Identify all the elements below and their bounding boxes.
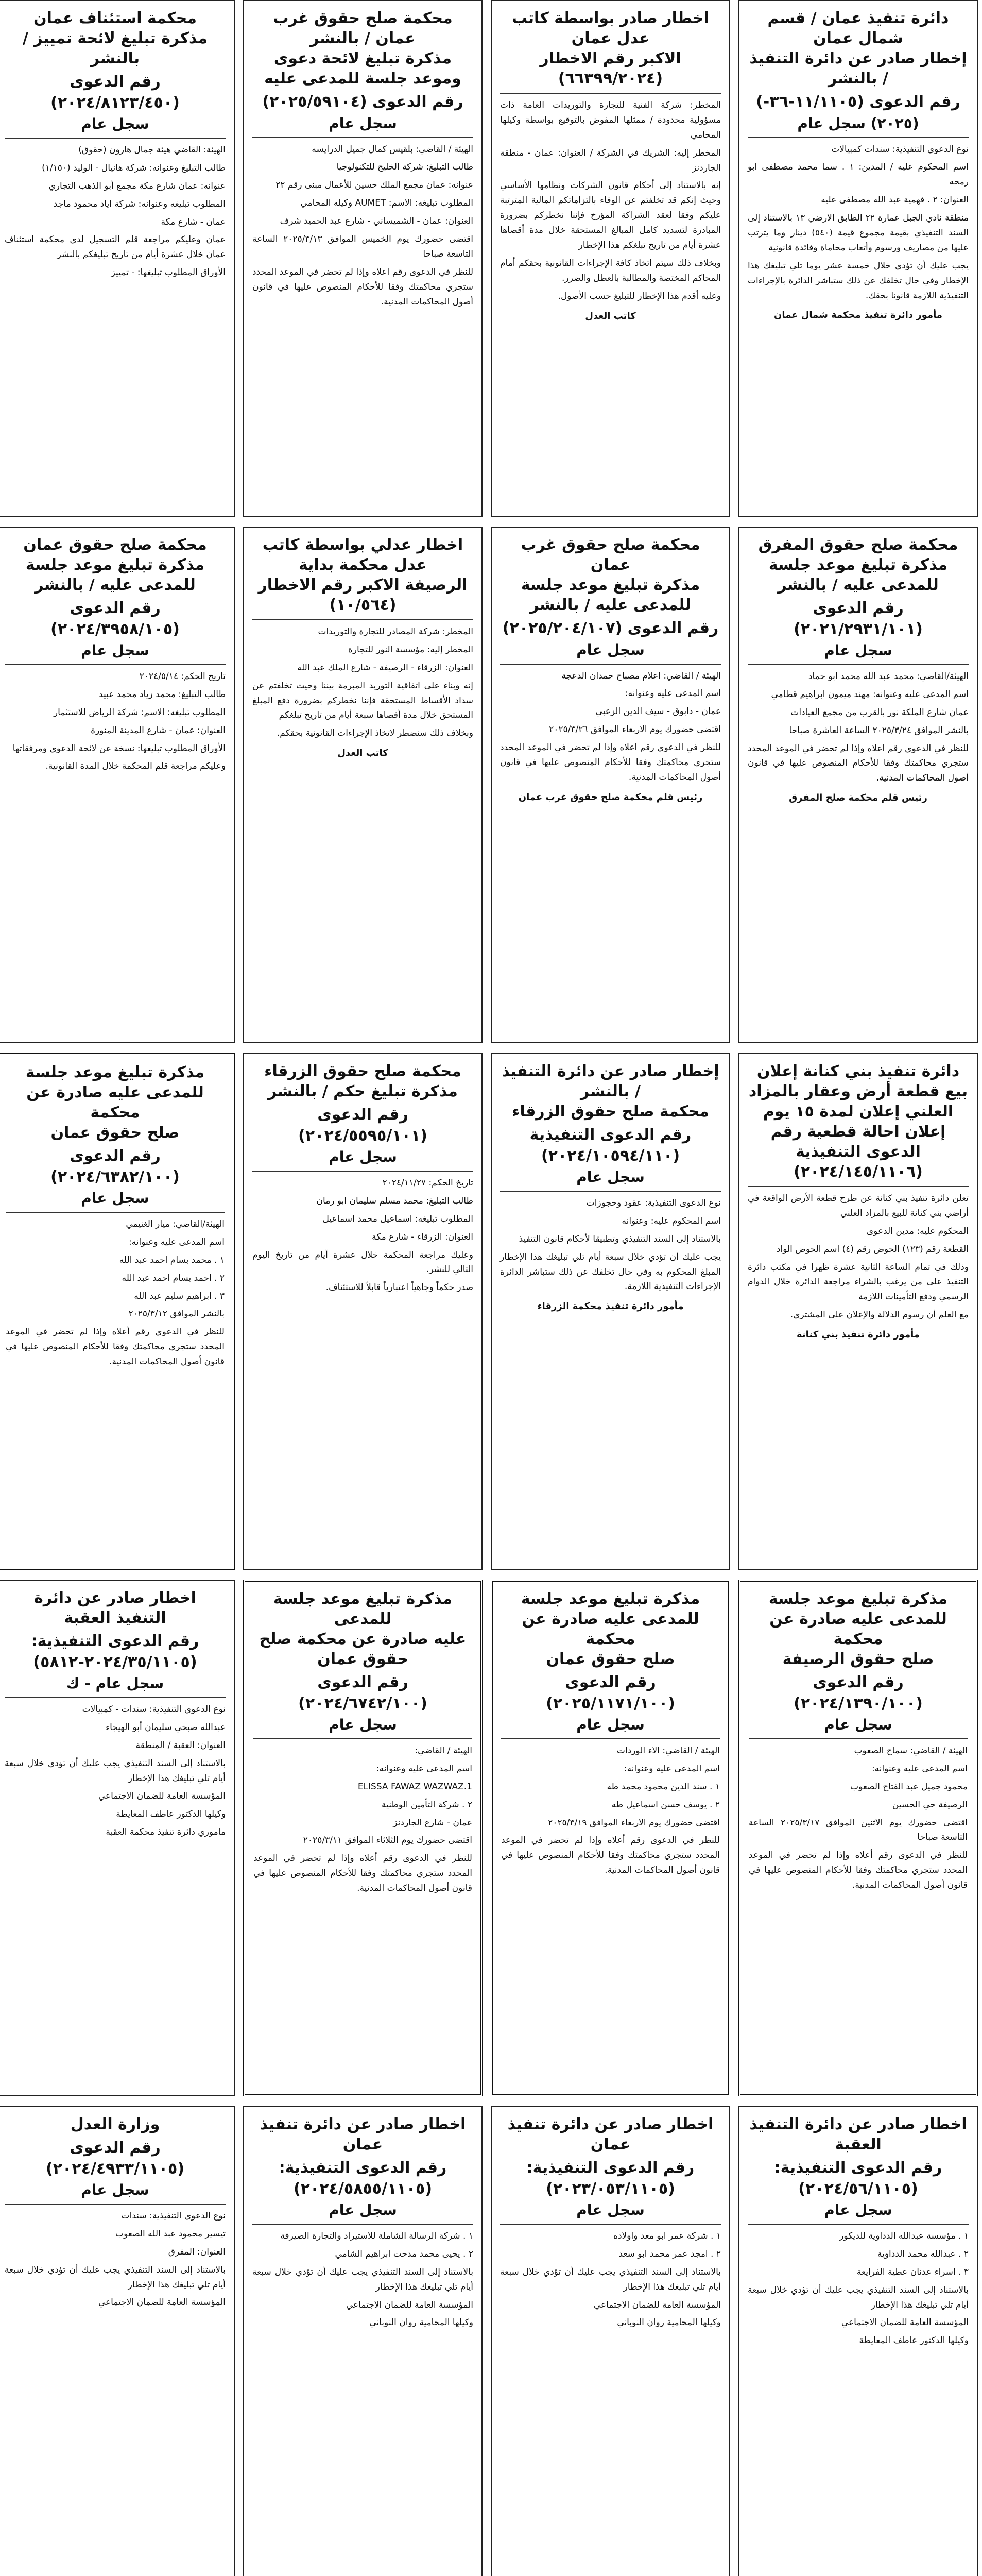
case-number: رقم الدعوى (٢٠٢٤/٦٣٨٢/١٠٠) xyxy=(50,1147,180,1186)
notice-paragraph: للنظر في الدعوى رقم أعلاه وإذا لم تحضر في الموعد المحدد ستجري محاكمتك وفقا للأحكام المنصوص عليها في قانون أصول المحاكمات المدنية. xyxy=(6,1327,225,1367)
notice-paragraph: تاريخ الحكم: ٢٠٢٤/١١/٢٧ xyxy=(382,1178,473,1188)
notice-paragraph: الهيئة: القاضي هيئة جمال هارون (حقوق) xyxy=(78,145,226,155)
registry-label: سجل عام xyxy=(329,1716,397,1733)
notice-header-line: عمان xyxy=(590,2136,631,2154)
notice-paragraph: طالب التبليغ: شركة الخليج للتكنولوجيا xyxy=(336,162,473,173)
notice-paragraph: 1.ELISSA FAWAZ WAZWAZ xyxy=(357,1781,472,1792)
notice-paragraph: طالب التبليغ وعنوانه: شركة هانيال - الوليد (١/١٥٠) xyxy=(42,162,226,173)
notice-paragraph: اقتضى حضورك يوم الاربعاء الموافق ٢٠٢٥/٣/١٩ xyxy=(548,1817,720,1828)
notice-paragraph: الهيئة/القاضي: محمد عبد الله محمد ابو حماد xyxy=(808,671,969,682)
notice-header-line: مذكرة تبليغ موعد جلسة للمدعى عليه / بالنشر xyxy=(768,556,948,594)
notice-header-line: عمان xyxy=(342,2136,383,2154)
divider xyxy=(749,1738,968,1739)
notice-paragraph: المحكوم عليه: مدين الدعوى xyxy=(866,1226,969,1236)
notice-header-line: عليه صادرة عن محكمة صلح xyxy=(259,1630,467,1648)
registry-label: سجل عام xyxy=(329,114,397,132)
notice-header-line: مذكرة تبليغ موعد جلسة للمدعى xyxy=(273,1590,453,1628)
notice-header-line: دائرة تنفيذ بني كنانة إعلان بيع قطعة أرض وعقار بالمزاد العلني إعلان لمدة ١٥ يوم xyxy=(748,1062,968,1121)
case-number: رقم الدعوى التنفيذية: (٢٠٢٤/٣٥/١١٠٥-٥٨١٢) xyxy=(31,1632,199,1671)
notice-paragraph: المخطر إليه: الشريك في الشركة / العنوان: عمان - منطقة الجاردنز xyxy=(500,147,721,173)
notice-paragraph: ماموري دائرة تنفيذ محكمة العقبة xyxy=(106,1827,226,1838)
notice-header-line: اخطار عدلي بواسطة كاتب عدل محكمة بداية xyxy=(262,536,463,574)
notice-header xyxy=(252,1061,473,1101)
notice-header xyxy=(6,1062,225,1143)
case-number: رقم الدعوى التنفيذية (٢٠٢٤/١٠٥٩٤/١١٠) xyxy=(529,1126,692,1165)
notice-paragraph: عمان - شارع مكة xyxy=(161,216,226,227)
notice-paragraph: المؤسسة العامة للضمان الاجتماعي xyxy=(841,2317,969,2328)
divider xyxy=(748,2224,969,2225)
notice-body xyxy=(749,1743,968,1893)
divider xyxy=(252,619,473,620)
notice-paragraph: وعليكم مراجعة قلم المحكمة خلال المدة القانونية. xyxy=(45,761,226,772)
notice-paragraph: محمود جميل عبد الفتاح الصعوب xyxy=(850,1781,968,1792)
notice-header-line: محكمة استئناف عمان xyxy=(33,9,197,27)
divider xyxy=(500,2224,721,2225)
case-number: رقم الدعوى (٢٠٢١/٢٩٣١/١٠١) xyxy=(794,599,923,638)
notice-paragraph: عبدالله صبحي سليمان أبو الهيجاء xyxy=(106,1722,226,1733)
notice-paragraph: وكيلها الدكتور عاطف المعايطة xyxy=(859,2335,969,2346)
notice-paragraph: للنظر في الدعوى رقم أعلاه وإذا لم تحضر في الموعد المحدد ستجري محاكمتك وفقا للأحكام المنصوص عليها في قانون أصول المحاكمات المدنية. xyxy=(501,1835,720,1876)
notice-paragraph: الأوراق المطلوب تبليغها: نسخة عن لائحة الدعوى ومرفقاتها xyxy=(12,743,226,754)
notice-paragraph: المؤسسة العامة للضمان الاجتماعي xyxy=(98,1791,226,1802)
registry-label: سجل عام xyxy=(824,1716,892,1733)
registry-label: سجل عام xyxy=(81,115,149,132)
divider xyxy=(500,664,721,665)
notice-paragraph: وبخلاف ذلك سنضطر لاتخاذ الإجراءات القانونية بحقكم. xyxy=(277,728,473,739)
notice-paragraph: تعلن دائرة تنفيذ بني كنانة عن طرح قطعة الأرض الواقعة في أراضي بني كنانة للبيع بالمزاد العلني xyxy=(748,1193,969,1218)
notice-body xyxy=(5,2209,226,2310)
notice-paragraph: اسم المدعى عليه وعنوانه: xyxy=(625,688,721,699)
case-number: رقم الدعوى (٢٠٢٤/٥٥٩٥/١٠١) xyxy=(298,1106,427,1145)
notice-paragraph: اسم المحكوم عليه: وعنوانه xyxy=(622,1215,721,1226)
case-number: رقم الدعوى (٢٠٢٥/٥٩١٠٤) xyxy=(262,93,463,111)
notice-paragraph: يجب عليك أن تؤدي خلال خمسة عشر يوما تلي تبليغك هذا الإخطار وفي حال تخلفك عن ذلك ستباشر الدائرة بالإجراءات التنفيذية اللازمة قانونا بحقك. xyxy=(748,260,969,301)
notice-paragraph: طالب التبليغ: محمد مسلم سليمان ابو رمان xyxy=(316,1195,473,1206)
notice-header-line: اخطار صادر عن دائرة xyxy=(34,1589,196,1607)
notice-paragraph: يجب عليك أن تؤدي خلال سبعة أيام تلي تبليغك هذا الإخطار المبلغ المحكوم به وفي حال تخلفك عن ذلك ستباشر الدائرة الإجراءات التنفيذية اللازمة. xyxy=(500,1251,721,1292)
notice-paragraph: المخطر: شركة الفنية للتجارة والتوريدات العامة ذات مسؤولية محدودة / ممثلها المفوض بالتوقيع بواسطة وكيلها المحامي xyxy=(500,100,721,140)
notice-paragraph: عمان - شارع الجاردنز xyxy=(393,1817,472,1828)
notice-paragraph: عمان - دابوق - سيف الدين الزعبي xyxy=(595,706,721,717)
notice-header-line: اخطار صادر عن دائرة تنفيذ xyxy=(260,2115,466,2133)
registry-label: سجل عام xyxy=(576,641,645,658)
legal-notice xyxy=(491,527,730,1043)
notice-header xyxy=(748,8,969,89)
notice-header xyxy=(5,8,226,69)
notice-body xyxy=(748,669,969,786)
notice-paragraph: المؤسسة العامة للضمان الاجتماعي xyxy=(593,2299,721,2310)
notice-paragraph: اسم المدعى عليه وعنوانه: xyxy=(376,1763,472,1774)
notice-paragraph: للنظر في الدعوى رقم اعلاه وإذا لم تحضر في الموعد المحدد ستجري محاكمتك وفقا للأحكام المنصوص عليها في قانون أصول المحاكمات المدنية. xyxy=(748,743,969,784)
case-number: رقم الدعوى (٢٠٢٤/٦٧٤٢/١٠٠) xyxy=(298,1673,427,1713)
notice-paragraph: ١ . سند الدين محمود محمد طه xyxy=(607,1781,720,1792)
notice-paragraph: العنوان: عمان - الشميساني - شارع عبد الحميد شرف xyxy=(280,216,473,227)
notice-body xyxy=(500,98,721,304)
notice-paragraph: ١ . محمد بسام احمد عبد الله xyxy=(119,1255,225,1265)
registry-label: سجل عام xyxy=(81,1190,149,1207)
notice-paragraph: نوع الدعوى التنفيذية: سندات كمبيالات xyxy=(831,144,969,155)
notice-paragraph: الهيئة / القاضي: الاء الوردات xyxy=(616,1745,720,1756)
notice-paragraph: ٢ . يحيى محمد مدحت ابراهيم الشامي xyxy=(335,2248,473,2259)
registry-label: سجل عام xyxy=(329,1148,397,1165)
notice-header-line: للمدعى عليه صادرة عن محكمة xyxy=(769,1610,947,1648)
divider xyxy=(252,1171,473,1172)
case-number: رقم الدعوى (٢٠٢٤/٨١٢٣/٤٥٠) xyxy=(50,73,180,112)
notice-paragraph: العنوان: الزرقاء - شارع مكة xyxy=(372,1231,473,1242)
notice-header xyxy=(748,535,969,595)
notice-header xyxy=(748,2114,969,2155)
notice-paragraph: ٢ . امجد عمر محمد ابو سعد xyxy=(618,2248,721,2259)
legal-notice xyxy=(0,1580,235,2096)
notice-header xyxy=(252,535,473,615)
notice-body xyxy=(500,669,721,785)
registry-label: سجل عام xyxy=(576,2201,645,2218)
notice-paragraph: القطعة رقم (١٢٣) الحوض رقم (٤) اسم الحوض الواد xyxy=(776,1244,969,1255)
notice-paragraph: بالاستناد إلى السند التنفيذي يجب عليك أن تؤدي خلال سبعة أيام تلي تبليغك هذا الإخطار xyxy=(5,2264,226,2290)
case-number: رقم الدعوى (٢٠٢٤/٣٩٥٨/١٠٥) xyxy=(50,599,180,638)
notice-paragraph: الهيئة / القاضي: اعلام مصباح حمدان الدعجة xyxy=(561,670,721,681)
notice-paragraph: بالاستناد إلى السند التنفيذي يجب عليك أن تؤدي خلال سبعة أيام تلي تبليغك هذا الإخطار xyxy=(252,2266,473,2292)
notice-paragraph: المخطر إليه: مؤسسة النور للتجارة xyxy=(348,644,473,655)
legal-notice xyxy=(243,527,483,1043)
notice-paragraph: وكيلها الدكتور عاطف المعايطة xyxy=(116,1809,226,1820)
registry-label: سجل عام xyxy=(824,2201,892,2218)
case-number: رقم الدعوى التنفيذية: (٢٠٢٣/٠٥٣/١١٠٥) xyxy=(526,2159,695,2198)
notice-header-line: مذكرة تبليغ موعد جلسة للمدعى عليه / بالنشر xyxy=(521,576,700,614)
notice-paragraph: ١ . مؤسسة عبدالله الدداوية للديكور xyxy=(839,2231,969,2241)
notice-header-line: للمدعى عليه صادرة عن محكمة xyxy=(522,1610,699,1648)
notice-header-line: محكمة صلح حقوق غرب عمان / بالنشر xyxy=(273,9,453,47)
notice-paragraph: للنظر في الدعوى رقم اعلاه وإذا لم تحضر في الموعد المحدد ستجري محاكمتك وفقا للأحكام المنصوص عليها في قانون أصول المحاكمات المدنية. xyxy=(500,742,721,783)
notice-paragraph: العنوان: العقبة / المنطقة xyxy=(135,1740,226,1751)
notice-paragraph: للنظر في الدعوى رقم اعلاه وإذا لم تحضر في الموعد المحدد ستجري محاكمتك وفقا للأحكام المنصوص عليها في قانون أصول المحاكمات المدنية. xyxy=(252,266,473,307)
notice-paragraph: بالنشر الموافق ٢٠٢٥/٣/١٢ xyxy=(128,1309,225,1319)
notice-paragraph: عمان شارع الملكة نور بالقرب من مجمع العيادات xyxy=(790,707,969,718)
legal-notice xyxy=(0,2106,235,2576)
notice-signature: رئيس قلم محكمة صلح حقوق غرب عمان xyxy=(518,791,703,803)
legal-notice xyxy=(243,1053,483,1570)
notice-header-line: مذكرة تبليغ لائحة دعوى وموعد جلسة للمدعى عليه xyxy=(264,49,461,88)
notice-header xyxy=(500,535,721,615)
divider xyxy=(501,1738,720,1739)
notice-paragraph: المؤسسة العامة للضمان الاجتماعي xyxy=(98,2297,226,2308)
notice-header-line: اخطار صادر بواسطة كاتب عدل عمان xyxy=(512,9,709,47)
notice-paragraph: تيسير محمود عبد الله الصعوب xyxy=(115,2228,226,2239)
notice-paragraph: عمان وعليكم مراجعة قلم التسجيل لدى محكمة استئناف عمان خلال عشرة أيام من تاريخ تبليغكم بالنشر xyxy=(5,234,226,260)
notice-header-line: صلح حقوق عمان xyxy=(50,1124,180,1142)
notice-paragraph: منطقة نادي الجبل عمارة ٢٢ الطابق الارضي ١٣ بالاستناد إلى السند التنفيذي بقيمة مجموع قيمة (٥٤٠) دينار وما يترتب عليها من مصاريف ورسوم وأتعاب محاماة وفائدة قانونية xyxy=(748,213,969,253)
notice-paragraph: بالاستناد إلى السند التنفيذي يجب عليك أن تؤدي خلال سبعة أيام تلي تبليغك هذا الإخطار xyxy=(5,1758,226,1784)
notice-header xyxy=(500,2114,721,2155)
notice-paragraph: المطلوب تبليغه: اسماعيل محمد اسماعيل xyxy=(322,1213,473,1224)
notice-paragraph: وذلك في تمام الساعة الثانية عشرة ظهرا في مكتب دائرة التنفيذ على من يرغب بالشراء مراجعة الدائرة خلال الدوام الرسمي ودفع التأمينات اللازمة xyxy=(748,1262,969,1302)
divider xyxy=(252,137,473,138)
notice-header-line: محكمة صلح حقوق المفرق xyxy=(758,536,958,554)
notice-header-line: اخطار صادر عن دائرة تنفيذ xyxy=(507,2115,714,2133)
legal-notice xyxy=(243,2106,483,2576)
notice-paragraph: الهيئة / القاضي: بلقيس كمال جميل الدرايسه xyxy=(312,144,473,155)
notice-paragraph: اقتضى حضورك يوم الاربعاء الموافق ٢٠٢٥/٣/٢٦ xyxy=(549,724,721,735)
notice-paragraph: ٢ . عبدالله محمد الدداوية xyxy=(877,2248,969,2259)
notice-body xyxy=(748,2229,969,2348)
case-number: رقم الدعوى (١١/١١٠٥-٣٦-) xyxy=(756,93,960,111)
legal-notice xyxy=(243,0,483,517)
notice-header xyxy=(5,1588,226,1628)
notice-header-line: صلح حقوق الرصيفة xyxy=(782,1650,934,1668)
notice-header-line: إخطار صادر عن دائرة التنفيذ / بالنشر xyxy=(749,49,967,88)
notice-header-line: الرصيفة الاكبر رقم الاخطار (١٠/٥٦٤) xyxy=(258,576,468,614)
notice-body xyxy=(5,669,226,774)
notice-paragraph: للنظر في الدعوى رقم أعلاه وإذا لم تحضر في الموعد المحدد ستجري محاكمتك وفقا للأحكام المنصوص عليها في قانون أصول المحاكمات المدنية. xyxy=(749,1850,968,1891)
notice-header xyxy=(252,8,473,89)
notice-header-line: حقوق عمان xyxy=(317,1650,408,1668)
notice-paragraph: بالنشر الموافق ٢٠٢٥/٣/٢٤ الساعة العاشرة صباحا xyxy=(789,725,969,736)
notice-paragraph: اقتضى حضورك يوم الثلاثاء الموافق ٢٠٢٥/٣/١١ xyxy=(303,1835,472,1846)
notice-header-line: محكمة صلح حقوق الزرقاء xyxy=(512,1103,709,1121)
notice-body xyxy=(748,1191,969,1323)
notice-paragraph: الهيئة / القاضي: xyxy=(415,1745,472,1756)
notice-body xyxy=(252,142,473,310)
case-number: رقم الدعوى التنفيذية: (٢٠٢٤/٥٨٥٥/١١٠٥) xyxy=(279,2159,447,2198)
notice-header xyxy=(5,2114,226,2134)
notice-body xyxy=(253,1743,472,1896)
legal-notice xyxy=(738,1053,978,1570)
notice-paragraph: اسم المدعى عليه وعنوانه: مهند ميمون ابراهيم قطامي xyxy=(771,689,969,700)
notice-header-line: إخطار صادر عن دائرة التنفيذ / بالنشر xyxy=(502,1062,719,1100)
notice-paragraph: بالاستناد إلى السند التنفيذي وتطبيقا لأحكام قانون التنفيذ xyxy=(519,1233,721,1244)
legal-notice xyxy=(0,1053,235,1570)
notice-header-line: مذكرة تبليغ موعد جلسة xyxy=(521,1590,700,1608)
notice-header-line: دائرة تنفيذ عمان / قسم شمال عمان xyxy=(767,9,949,47)
notice-header-line: مذكرة تبليغ موعد جلسة xyxy=(768,1590,948,1608)
notice-header-line: مذكرة تبليغ حكم / بالنشر xyxy=(268,1082,458,1100)
divider xyxy=(500,1191,721,1192)
legal-notice xyxy=(491,1580,730,2096)
notice-header xyxy=(500,1061,721,1122)
registry-label: سجل عام xyxy=(824,642,892,659)
notice-header xyxy=(5,535,226,595)
divider xyxy=(5,1697,226,1698)
notice-paragraph: ١ . شركة الرسالة الشاملة للاستيراد والتجارة الصيرفة xyxy=(280,2231,473,2241)
notice-body xyxy=(5,1702,226,1840)
legal-notice xyxy=(491,0,730,517)
notice-paragraph: إنه وبناء على اتفاقية التوريد المبرمة بيننا وحيث تخلفتم عن سداد الأقساط المستحقة فإننا نخطركم بضرورة دفع المبلغ المستحق خلال مدة أقصاها سبعة أيام من تاريخ تبلغكم xyxy=(252,680,473,721)
notice-paragraph: نوع الدعوى التنفيذية: عقود وحجوزات xyxy=(586,1198,721,1208)
notice-paragraph: اسم المدعى عليه وعنوانه: xyxy=(624,1763,720,1774)
notice-body xyxy=(5,143,226,280)
notice-paragraph: اقتضى حضورك يوم الخميس الموافق ٢٠٢٥/٣/١٣ الساعة التاسعة صباحا xyxy=(252,233,473,259)
notice-paragraph: تاريخ الحكم: ٢٠٢٤/٥/١٤ xyxy=(139,671,226,682)
notice-paragraph: نوع الدعوى التنفيذية: سندات - كمبيالات xyxy=(82,1704,226,1715)
notice-signature: مأمور دائرة تنفيذ بني كنانة xyxy=(796,1329,920,1341)
notice-paragraph: اسم المدعى عليه وعنوانه: xyxy=(128,1236,225,1247)
divider xyxy=(6,1212,225,1213)
notice-body xyxy=(252,1176,473,1295)
divider xyxy=(5,138,226,139)
divider xyxy=(748,664,969,665)
notice-paragraph: ٢ . احمد بسام احمد عبد الله xyxy=(122,1273,225,1283)
notice-paragraph: وكيلها المحامية روان النوباني xyxy=(369,2317,473,2328)
notice-body xyxy=(500,1196,721,1294)
registry-label: سجل عام xyxy=(81,2181,149,2198)
notice-header xyxy=(253,1589,472,1669)
notice-paragraph: اسم المحكوم عليه / المدين: ١ . سما محمد مصطفى ابو رمحه xyxy=(748,162,969,188)
notice-paragraph: وكيلها المحامية روان النوباني xyxy=(617,2317,721,2328)
notice-paragraph: مع العلم أن رسوم الدلالة والإعلان على المشتري. xyxy=(790,1310,969,1320)
notice-paragraph: المخطر: شركة المصادر للتجارة والتوريدات xyxy=(318,626,473,637)
notice-header xyxy=(252,2114,473,2155)
notice-header xyxy=(748,1061,969,1182)
notice-paragraph: العنوان: الزرقاء - الرصيفة - شارع الملك عبد الله xyxy=(297,662,473,673)
notice-header-line: للمدعى عليه صادرة عن محكمة xyxy=(26,1083,204,1122)
notice-paragraph: وعليك مراجعة المحكمة خلال عشرة أيام من تاريخ اليوم التالي للنشر. xyxy=(252,1249,473,1275)
notice-paragraph: المطلوب تبليغه: الاسم: شركة الرياض للاستثمار xyxy=(53,707,226,718)
notice-paragraph: العنوان: عمان - شارع المدينة المنورة xyxy=(91,725,226,736)
notice-paragraph: العنوان: المفرق xyxy=(168,2246,226,2257)
notice-paragraph: وعليه أقدم هذا الإخطار للتبليغ حسب الأصول. xyxy=(558,291,721,301)
notice-paragraph: بالاستناد إلى السند التنفيذي يجب عليك أن تؤدي خلال سبعة أيام تلي تبليغك هذا الإخطار xyxy=(500,2266,721,2292)
notice-paragraph: الهيئة/القاضي: ميار الغنيمي xyxy=(126,1219,225,1229)
notice-signature: رئيس قلم محكمة صلح المفرق xyxy=(789,792,927,804)
notice-header-line: اخطار صادر عن دائرة التنفيذ xyxy=(749,2115,967,2133)
notice-paragraph: طالب التبليغ: محمد زياد محمد عبيد xyxy=(99,689,226,700)
notice-header-line: محكمة صلح حقوق غرب عمان xyxy=(521,536,700,574)
divider xyxy=(5,664,226,665)
legal-notice xyxy=(0,527,235,1043)
notice-paragraph: بالاستناد إلى السند التنفيذي يجب عليك أن تؤدي خلال سبعة أيام تلي تبليغك هذا الإخطار xyxy=(748,2284,969,2310)
notice-header xyxy=(501,1589,720,1669)
registry-label: (٢٠٢٥) سجل عام xyxy=(797,114,919,132)
registry-label: سجل عام xyxy=(81,642,149,659)
notice-body xyxy=(748,142,969,303)
notice-signature: كاتب العدل xyxy=(337,748,388,759)
notice-paragraph: إنه بالاستناد إلى أحكام قانون الشركات ونظامها الأساسي وحيث إنكم قد تخلفتم عن الوفاء بالتزاماتكم المالية المترتبة عليكم وفقا لعقد الشراكة المؤرخ فإننا نخطركم بضرورة المبادرة لتسديد كامل المبالغ المستحقة خلال مدة أقصاها عشرة أيام من تاريخ تبلغكم هذا الإخطار xyxy=(500,180,721,251)
notice-paragraph: عنوانه: عمان شارع مكة مجمع أبو الذهب التجاري xyxy=(48,180,226,191)
registry-label: سجل عام xyxy=(329,2201,397,2218)
notice-header-line: مذكرة تبليغ موعد جلسة للمدعى عليه / بالنشر xyxy=(25,556,205,594)
legal-notice xyxy=(491,1053,730,1570)
legal-notice xyxy=(0,0,235,517)
notice-header-line: صلح حقوق عمان xyxy=(546,1650,675,1668)
notice-header-line: إعلان احالة قطعية رقم الدعوى التنفيذية (٢٠٢٤/١٤٥/١١٠٦) xyxy=(770,1123,946,1181)
case-number: رقم الدعوى (٢٠٢٤/٤٩٣٣/١١٠٥) xyxy=(45,2139,185,2178)
notice-paragraph: عنوانه: عمان مجمع الملك حسين للأعمال مبنى رقم ٢٢ xyxy=(275,180,473,191)
notice-header-line: التنفيذ العقبة xyxy=(64,1609,166,1627)
notice-body xyxy=(6,1217,225,1369)
divider xyxy=(748,1186,969,1187)
notice-header-line: وزارة العدل xyxy=(70,2115,160,2133)
notice-paragraph: المطلوب تبليغه وعنوانه: شركة اياد محمود ماجد xyxy=(53,198,226,209)
notice-header-line: الاكبر رقم الاخطار (٦٦٣٩٩/٢٠٢٤) xyxy=(540,49,681,88)
notice-paragraph: ٢ . يوسف حسن اسماعيل طه xyxy=(611,1799,720,1810)
notice-body xyxy=(252,2229,473,2330)
registry-label: سجل عام - ك xyxy=(66,1675,164,1692)
notice-paragraph: اسم المدعى عليه وعنوانه: xyxy=(871,1763,968,1774)
notice-paragraph: ٣ . اسراء عدنان عطية الفرايعة xyxy=(856,2266,969,2277)
notice-body xyxy=(501,1743,720,1878)
case-number: رقم الدعوى التنفيذية: (٢٠٢٤/٥٦/١١٠٥) xyxy=(774,2159,942,2198)
case-number: رقم الدعوى (٢٠٢٤/١٣٩٠/١٠٠) xyxy=(794,1673,923,1713)
notice-paragraph: الهيئة / القاضي: سماح الصعوب xyxy=(854,1745,968,1756)
legal-notice xyxy=(738,2106,978,2576)
divider xyxy=(5,2204,226,2205)
notice-paragraph: ١ . شركة عمر ابو معد واولاده xyxy=(613,2231,721,2241)
notice-paragraph: ٢ . شركة التأمين الوطنية xyxy=(382,1799,472,1810)
legal-notice xyxy=(243,1580,483,2096)
notice-header-line: محكمة صلح حقوق عمان xyxy=(23,536,207,554)
notice-body xyxy=(500,2229,721,2330)
notice-paragraph: للنظر في الدعوى رقم أعلاه وإذا لم تحضر في الموعد المحدد ستجري محاكمتك وفقا للأحكام المنصوص عليها في قانون أصول المحاكمات المدنية. xyxy=(253,1853,472,1894)
legal-notice xyxy=(738,1580,978,2096)
divider xyxy=(252,2224,473,2225)
legal-notice xyxy=(491,2106,730,2576)
notice-header-line: محكمة صلح حقوق الزرقاء xyxy=(264,1062,461,1080)
notice-signature: مأمور دائرة تنفيذ محكمة شمال عمان xyxy=(773,310,943,321)
registry-label: سجل عام xyxy=(576,1716,645,1733)
notice-paragraph: الأوراق المطلوب تبليغها: - تمييز xyxy=(111,267,226,278)
notice-header-line: مذكرة تبليغ لائحة تمييز / بالنشر xyxy=(23,29,208,67)
case-number: رقم الدعوى (٢٠٢٥/١١٧١/١٠٠) xyxy=(546,1673,675,1713)
legal-notice xyxy=(738,0,978,517)
divider xyxy=(500,93,721,94)
notice-paragraph: وبخلاف ذلك سيتم اتخاذ كافة الإجراءات القانونية بحقكم أمام المحاكم المختصة والمطالبة بالعطل والضرر. xyxy=(500,258,721,283)
notice-signature: مأمور دائرة تنفيذ محكمة الزرقاء xyxy=(537,1301,684,1312)
notice-paragraph: العنوان: ٢ . فهمية عبد الله مصطفى عليه xyxy=(821,195,969,206)
notice-body xyxy=(252,624,473,741)
notice-header-line: العقبة xyxy=(835,2136,882,2154)
notice-signature: كاتب العدل xyxy=(585,310,636,321)
notice-paragraph: صدر حكماً وجاهياً اعتبارياً قابلاً للاستئناف. xyxy=(325,1282,473,1293)
legal-notice xyxy=(738,527,978,1043)
notice-paragraph: نوع الدعوى التنفيذية: سندات xyxy=(121,2211,226,2221)
notice-header-line: مذكرة تبليغ موعد جلسة xyxy=(25,1063,205,1081)
notice-paragraph: المؤسسة العامة للضمان الاجتماعي xyxy=(346,2299,473,2310)
divider xyxy=(748,137,969,138)
registry-label: سجل عام xyxy=(576,1168,645,1185)
divider xyxy=(253,1738,472,1739)
case-number: رقم الدعوى (٢٠٢٥/٢٠٤/١٠٧) xyxy=(502,619,719,637)
notice-paragraph: اقتضى حضورك يوم الاثنين الموافق ٢٠٢٥/٣/١٧ الساعة التاسعة صباحا xyxy=(749,1817,968,1843)
notice-paragraph: الرصيفة حي الحسين xyxy=(892,1799,968,1810)
notice-header xyxy=(749,1589,968,1669)
notice-header xyxy=(500,8,721,89)
notice-paragraph: المطلوب تبليغه: الاسم: AUMET وكيله المحامي xyxy=(300,198,473,209)
notice-paragraph: ٣ . ابراهيم سليم عبد الله xyxy=(134,1291,225,1301)
